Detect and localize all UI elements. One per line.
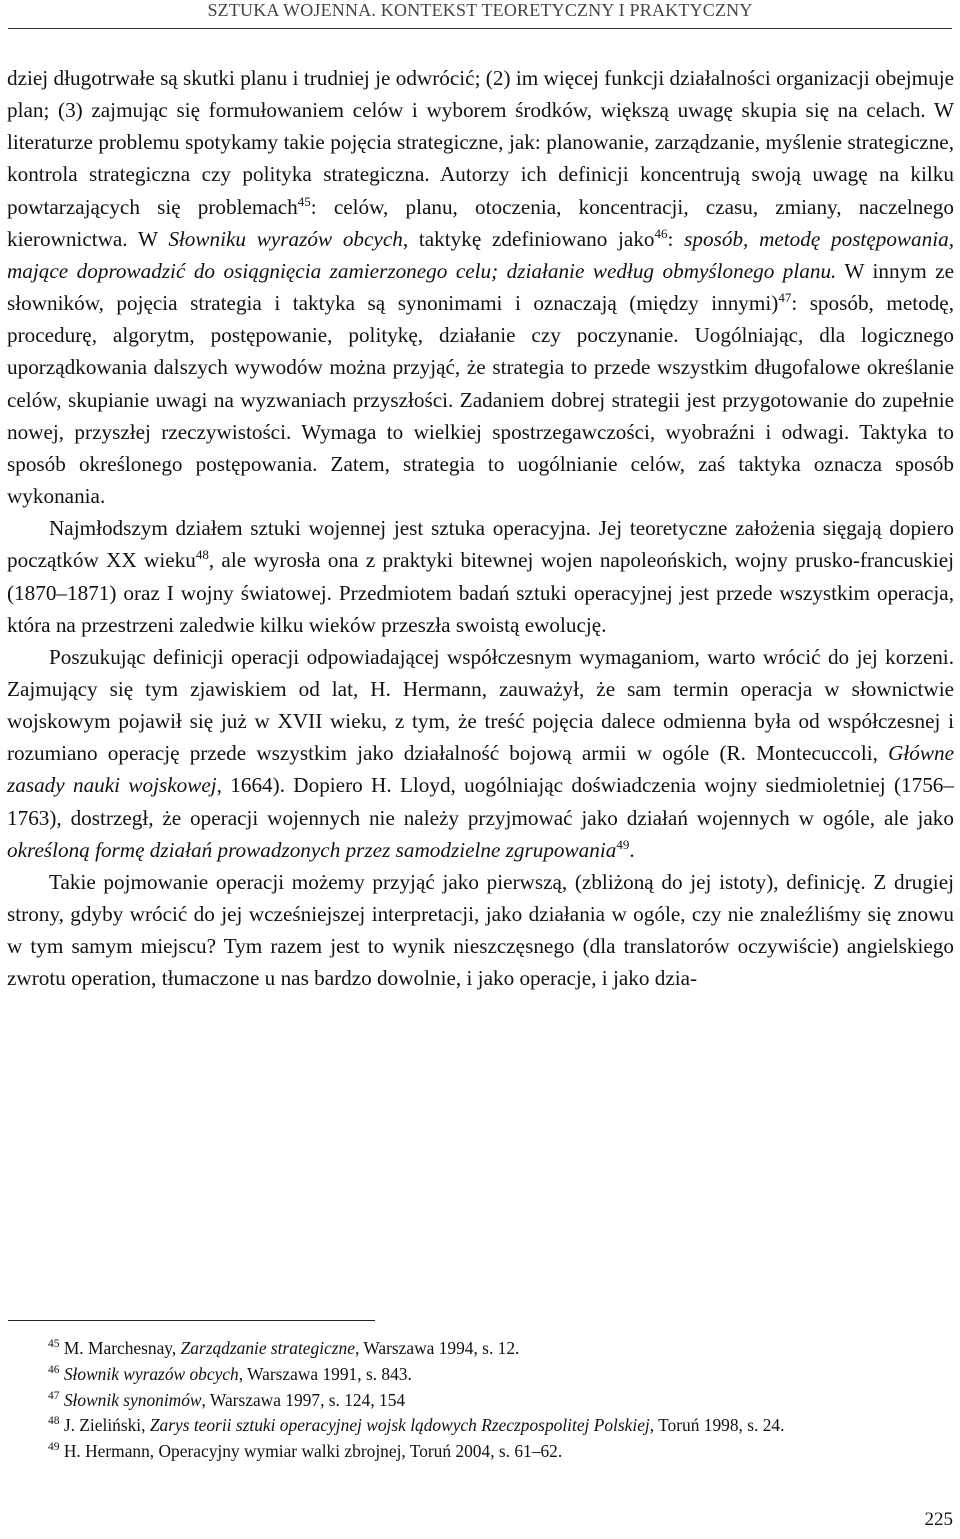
footnote-title: Zarys teorii sztuki operacyjnej wojsk lądowych Rzeczpospolitej Polskiej <box>149 1415 650 1436</box>
text-run: . <box>629 837 635 862</box>
footnotes <box>7 1336 954 1465</box>
footnote-number: 48 <box>48 1415 60 1428</box>
italic-title: Słowniku wyrazów obcych <box>168 226 403 251</box>
footnote-title: Zarządzanie strategiczne <box>180 1338 355 1358</box>
footnote-ref: 46 <box>654 225 668 241</box>
text-run: : <box>667 226 685 251</box>
footnote-rule <box>8 1320 375 1321</box>
footnote-47 <box>7 1388 954 1414</box>
header-rule <box>8 28 952 29</box>
footnote-text: , Toruń 1998, s. 24. <box>649 1415 785 1436</box>
text-run: Najmłodszym działem sztuki wojennej jest sztuka operacyjna. Jej teoretyczne założenia sięgają dopiero początków XX wieku <box>7 516 954 573</box>
footnote-text: H. Hermann, Operacyjny wymiar walki zbrojnej, Toruń 2004, s. 61–62. <box>59 1441 563 1462</box>
italic-definition: określoną formę działań prowadzonych przez samodzielne zgrupowania <box>7 837 617 862</box>
paragraph-2 <box>7 512 954 641</box>
text-run: Poszukując definicji operacji odpowiadającej współczesnym wymaganiom, warto wrócić do jej korzeni. Zajmujący się tym zjawiskiem od lat, H. Hermann, zauważył, że sam termin operacja w słownictwie wojskowym pojawił się już w XVII wieku, z tym, że treść pojęcia dalece odmienna była od współczesnej i rozumiano operację przede wszystkim jako działalność bojową armii w ogóle (R. Montecuccoli, <box>7 644 954 766</box>
footnote-number: 49 <box>48 1441 60 1454</box>
paragraph-3 <box>7 641 954 866</box>
footnote-text: , Warszawa 1991, s. 843. <box>238 1363 412 1384</box>
footnote-text: , Warszawa 1997, s. 124, 154 <box>201 1389 406 1410</box>
footnote-text: M. Marchesnay, <box>59 1338 181 1358</box>
footnote-title: Słownik wyrazów obcych <box>63 1363 239 1384</box>
text-run: dziej długotrwałe są skutki planu i trudniej je odwrócić; (2) im więcej funkcji działalności organizacji obejmuje plan; (3) zajmując się formułowaniem celów i wyborem środków, większą uwagę skupia się na celach. W literaturze problemu spotykamy takie pojęcia strategiczne, jak: planowanie, zarządzanie, myślenie strategiczne, kontrola strategiczna czy polityka strategiczna. Autorzy ich definicji koncentrują swoją uwagę na kilku powtarzających się problemach <box>7 66 954 219</box>
text-run: , taktykę zdefiniowano jako <box>402 226 655 251</box>
main-text <box>7 62 954 995</box>
footnote-text: , Warszawa 1994, s. 12. <box>354 1338 520 1358</box>
italic-definition: sposób, metodę postępowania, mające doprowadzić do osiągnięcia zamierzonego celu; działanie według obmyślonego planu. <box>7 226 955 283</box>
text-run: : celów, planu, otoczenia, koncentracji, czasu, zmiany, naczelnego kierownictwa. W <box>7 194 954 251</box>
footnote-ref: 49 <box>616 836 630 852</box>
footnote-ref: 45 <box>297 193 311 209</box>
paragraph-4 <box>7 866 954 995</box>
paragraph-1 <box>7 62 954 512</box>
text-run: , 1664). Dopiero H. Lloyd, uogólniając doświadczenia wojny siedmioletniej (1756–1763), dostrzegł, że operacji wojennych nie należy przyjmować jako działań wojennych w ogóle, ale jako <box>7 773 954 830</box>
footnote-title: Słownik synonimów <box>63 1389 202 1410</box>
footnote-ref: 48 <box>195 547 209 563</box>
text-run: , ale wyrosła ona z praktyki bitewnej wojen napoleońskich, wojny prusko-francuskiej (1870–1871) oraz I wojny światowej. Przedmiotem badań sztuki operacyjnej jest przede wszystkim operacja, która na przestrzeni zaledwie kilku wieków przeszła swoistą ewolucję. <box>7 548 954 637</box>
text-run: W innym ze słowników, pojęcia strategia i taktyka są synonimami i oznaczają (między innymi) <box>7 258 954 316</box>
footnote-number: 47 <box>48 1389 60 1402</box>
running-header: SZTUKA WOJENNA. KONTEKST TEORETYCZNY I PRAKTYCZNY <box>207 0 753 20</box>
page-number: 225 <box>924 1509 953 1530</box>
text-run: : sposób, metodę, procedurę, algorytm, postępowanie, politykę, działanie czy poczynanie. Uogólniając, dla logicznego uporządkowania dalszych wywodów można przyjąć, że strategia to przede wszystkim długofalowe określanie celów, skupianie uwagi na wyzwaniach przyszłości. Zadaniem dobrej strategii jest przygotowanie do zupełnie nowej, przyszłej rzeczywistości. Wymaga to wielkiej spostrzegawczości, wyobraźni i odwagi. Taktyka to sposób określonego postępowania. Zatem, strategia to uogólnianie celów, zaś taktyka oznacza sposób wykonania. <box>7 291 955 509</box>
italic-title: Główne zasady nauki wojskowej <box>7 741 954 798</box>
footnote-46 <box>7 1362 954 1388</box>
footnote-ref: 47 <box>778 290 792 306</box>
footnote-text: J. Zieliński, <box>59 1415 150 1436</box>
footnote-49 <box>7 1439 954 1465</box>
text-run: Takie pojmowanie operacji możemy przyjąć jako pierwszą, (zbliżoną do jej istoty), definicję. Z drugiej strony, gdyby wrócić do jej wcześniejszej interpretacji, jako działania w ogóle, czy nie znaleźliśmy się znowu w tym samym miejscu? Tym razem jest to wynik nieszczęsnego (dla translatorów oczywiście) angielskiego zwrotu operation, tłumaczone u nas bardzo dowolnie, i jako operacje, i jako dzia- <box>7 869 954 991</box>
footnote-number: 46 <box>48 1364 60 1376</box>
footnote-45 <box>7 1336 954 1362</box>
footnote-48 <box>7 1413 954 1439</box>
footnote-number: 45 <box>48 1338 60 1351</box>
